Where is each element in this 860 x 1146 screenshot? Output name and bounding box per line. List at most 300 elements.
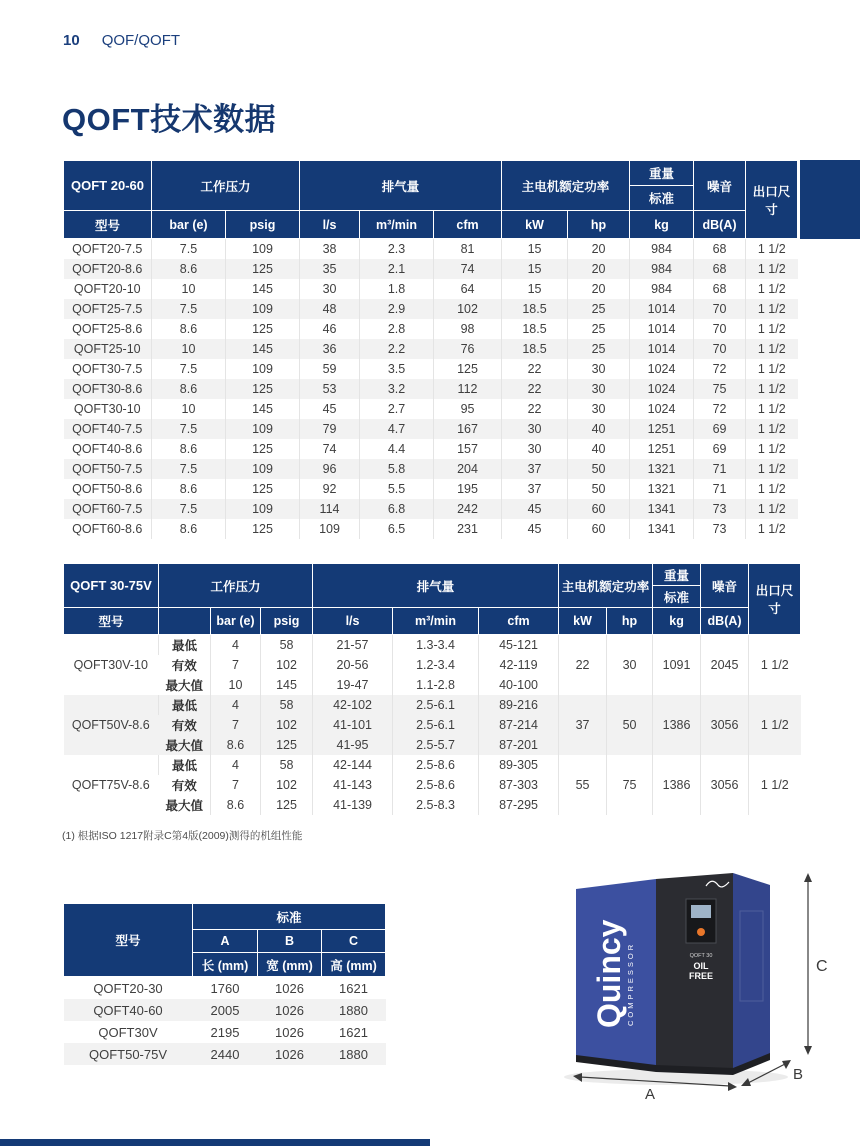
header-model: 型号 xyxy=(64,608,159,635)
page-header xyxy=(63,32,180,49)
value-cell: 15 xyxy=(502,279,568,299)
value-cell: 2.8 xyxy=(360,319,434,339)
unit-m3min: m³/min xyxy=(360,211,434,239)
value-cell: 10 xyxy=(152,279,226,299)
header-dim-a: A xyxy=(193,930,258,953)
value-cell: 70 xyxy=(694,319,746,339)
value-cell: 109 xyxy=(226,419,300,439)
value-cell: 1014 xyxy=(630,339,694,359)
value-cell: 20 xyxy=(568,259,630,279)
value-cell: 10 xyxy=(152,399,226,419)
dim-label-c: C xyxy=(816,958,828,975)
value-cell: 74 xyxy=(434,259,502,279)
value-cell: 2.1 xyxy=(360,259,434,279)
table-row xyxy=(64,419,798,439)
model-cell: QOFT50-7.5 xyxy=(64,459,152,479)
value-cell: 7.5 xyxy=(152,359,226,379)
table1-group-label: QOFT 20-60 xyxy=(64,161,152,211)
value-cell: 25 xyxy=(568,339,630,359)
value-cell: 8.6 xyxy=(152,319,226,339)
value-cell: 145 xyxy=(261,675,313,695)
header-air-delivery: 排气量 xyxy=(300,161,502,211)
model-cell: QOFT20-8.6 xyxy=(64,259,152,279)
value-cell: 41-101 xyxy=(313,715,393,735)
table-qoft-20-60 xyxy=(63,160,798,539)
table-dimensions xyxy=(63,903,386,1065)
value-cell: 7.5 xyxy=(152,239,226,260)
value-cell: 1 1/2 xyxy=(746,339,798,359)
value-cell: 1760 xyxy=(210,980,240,996)
model-cell: QOFT25-7.5 xyxy=(64,299,152,319)
value-cell: 60 xyxy=(568,519,630,539)
value-cell: 1880 xyxy=(322,1043,386,1065)
value-cell: 1251 xyxy=(630,439,694,459)
value-cell: 45 xyxy=(502,519,568,539)
unit-ls: l/s xyxy=(313,608,393,635)
value-cell: 125 xyxy=(261,795,313,815)
header-working-pressure: 工作压力 xyxy=(152,161,300,211)
value-cell: 1621 xyxy=(339,1024,368,1040)
value-cell: 242 xyxy=(434,499,502,519)
value-cell: 102 xyxy=(434,299,502,319)
arrowhead-c-top xyxy=(804,873,812,882)
table-row xyxy=(64,1043,386,1065)
outlet-cell: 1 1/2 xyxy=(749,755,801,815)
value-cell: 1 1/2 xyxy=(746,239,798,260)
model-cell: QOFT30-10 xyxy=(73,402,141,416)
value-cell: 40-100 xyxy=(479,675,559,695)
value-cell: 125 xyxy=(226,379,300,399)
value-cell: 68 xyxy=(694,259,746,279)
value-cell: 22 xyxy=(502,379,568,399)
table-row xyxy=(64,479,798,499)
value-cell: 58 xyxy=(261,755,313,775)
value-cell: 36 xyxy=(300,339,360,359)
page-number: 10 xyxy=(63,32,80,49)
value-cell: 5.5 xyxy=(360,479,434,499)
value-cell: 89-216 xyxy=(479,695,559,715)
header-outlet-size: 出口尺寸 xyxy=(746,161,798,239)
value-cell: 3.5 xyxy=(360,359,434,379)
footnote: (1) 根据ISO 1217附录C第4版(2009)测得的机组性能 xyxy=(62,830,303,842)
value-cell: 70 xyxy=(694,299,746,319)
value-cell: 69 xyxy=(694,419,746,439)
unit-bar: bar (e) xyxy=(152,211,226,239)
header-filler-block xyxy=(800,160,860,239)
value-cell: 38 xyxy=(300,239,360,260)
value-cell: 1 1/2 xyxy=(746,359,798,379)
unit-kg: kg xyxy=(653,608,701,635)
value-cell: 231 xyxy=(434,519,502,539)
value-cell: 96 xyxy=(300,459,360,479)
value-cell: 64 xyxy=(434,279,502,299)
value-cell: 1026 xyxy=(275,980,304,996)
unit-kw: kW xyxy=(502,211,568,239)
value-cell: 75 xyxy=(694,379,746,399)
value-cell: 73 xyxy=(694,519,746,539)
value-cell: 7.5 xyxy=(152,459,226,479)
unit-hp: hp xyxy=(568,211,630,239)
value-cell: 15 xyxy=(502,239,568,260)
value-cell: 42-119 xyxy=(479,655,559,675)
value-cell: 1 1/2 xyxy=(746,519,798,539)
table-qoft-30-75v-wrap xyxy=(63,563,801,815)
value-cell: 8.6 xyxy=(211,735,261,755)
value-cell: 2.7 xyxy=(360,399,434,419)
hp-cell: 50 xyxy=(607,695,653,755)
table-row xyxy=(64,459,798,479)
value-cell: 2440 xyxy=(193,1043,258,1065)
value-cell: 76 xyxy=(434,339,502,359)
control-screen xyxy=(691,905,711,918)
page-title: QOFT技术数据 xyxy=(62,102,277,137)
value-cell: 1014 xyxy=(630,299,694,319)
value-cell: 22 xyxy=(502,399,568,419)
value-cell: 1.1-2.8 xyxy=(393,675,479,695)
outlet-cell: 1 1/2 xyxy=(749,635,801,696)
model-cell: QOFT30-7.5 xyxy=(72,362,143,376)
value-cell: 3.2 xyxy=(360,379,434,399)
value-cell: 70 xyxy=(694,339,746,359)
value-cell: 109 xyxy=(300,519,360,539)
value-cell: 30 xyxy=(502,419,568,439)
value-cell: 204 xyxy=(434,459,502,479)
value-cell: 2.5-6.1 xyxy=(393,695,479,715)
value-cell: 1024 xyxy=(630,359,694,379)
value-cell: 2.3 xyxy=(360,239,434,260)
header-model: 型号 xyxy=(64,211,152,239)
value-cell: 125 xyxy=(226,259,300,279)
value-cell: 7 xyxy=(211,775,261,795)
brand-name: Quincy xyxy=(591,919,627,1028)
value-cell: 8.6 xyxy=(152,379,226,399)
table-row xyxy=(64,755,801,775)
value-cell: 125 xyxy=(226,439,300,459)
value-cell: 1.3-3.4 xyxy=(393,635,479,656)
value-cell: 20-56 xyxy=(313,655,393,675)
value-cell: 41-143 xyxy=(313,775,393,795)
model-cell: QOFT60-8.6 xyxy=(72,522,143,536)
table-row xyxy=(64,695,801,715)
model-cell: QOFT30V-10 xyxy=(73,658,148,672)
value-cell: 1026 xyxy=(275,1024,304,1040)
value-cell: 87-295 xyxy=(479,795,559,815)
value-cell: 20 xyxy=(568,279,630,299)
value-cell: 145 xyxy=(226,339,300,359)
value-cell: 1 1/2 xyxy=(746,379,798,399)
table-row xyxy=(64,359,798,379)
value-cell: 4 xyxy=(211,695,261,715)
kg-cell: 1091 xyxy=(653,635,701,696)
header-weight-standard: 标准 xyxy=(653,586,701,608)
header-height-mm: 高 (mm) xyxy=(322,953,386,977)
db-cell: 3056 xyxy=(701,755,749,815)
page-header-label: QOF/QOFT xyxy=(101,32,181,49)
table-row xyxy=(64,319,798,339)
table-row xyxy=(64,379,798,399)
value-cell: 71 xyxy=(694,459,746,479)
value-cell: 1 1/2 xyxy=(746,399,798,419)
db-cell: 3056 xyxy=(701,695,749,755)
table-row xyxy=(64,977,386,1000)
oil-free-line1: OIL xyxy=(693,961,709,971)
header-motor-rated-power: 主电机额定功率 xyxy=(559,564,653,608)
header-working-pressure: 工作压力 xyxy=(159,564,313,608)
value-cell: 1880 xyxy=(322,999,386,1021)
value-cell: 42-102 xyxy=(313,695,393,715)
header-noise: 噪音 xyxy=(701,564,749,608)
value-cell: 92 xyxy=(300,479,360,499)
value-cell: 81 xyxy=(434,239,502,260)
value-cell: 68 xyxy=(694,239,746,260)
value-cell: 984 xyxy=(630,259,694,279)
model-cell: QOFT60-7.5 xyxy=(64,499,152,519)
value-cell: 41-95 xyxy=(313,735,393,755)
value-cell: 72 xyxy=(694,359,746,379)
header-outlet-size: 出口尺寸 xyxy=(749,564,801,635)
table-row xyxy=(64,339,798,359)
value-cell: 125 xyxy=(226,519,300,539)
value-cell: 4.7 xyxy=(360,419,434,439)
value-cell: 25 xyxy=(568,299,630,319)
footer-accent-bar xyxy=(0,1139,430,1146)
table2-group-label: QOFT 30-75V xyxy=(64,564,159,608)
value-cell: 8.6 xyxy=(152,439,226,459)
value-cell: 1 1/2 xyxy=(746,459,798,479)
model-cell: QOFT50-8.6 xyxy=(72,482,143,496)
unit-m3min: m³/min xyxy=(393,608,479,635)
value-cell: 35 xyxy=(300,259,360,279)
value-cell: 1321 xyxy=(630,479,694,499)
value-cell: 109 xyxy=(226,459,300,479)
value-cell: 8.6 xyxy=(152,259,226,279)
model-cell: QOFT50-75V xyxy=(64,1043,193,1065)
table-row xyxy=(64,519,798,539)
value-cell: 10 xyxy=(211,675,261,695)
value-cell: 18.5 xyxy=(502,299,568,319)
unit-dba: dB(A) xyxy=(694,211,746,239)
value-cell: 89-305 xyxy=(479,755,559,775)
table-row xyxy=(64,999,386,1021)
value-cell: 2195 xyxy=(210,1024,240,1040)
value-cell: 6.5 xyxy=(360,519,434,539)
value-cell: 18.5 xyxy=(502,319,568,339)
table-row xyxy=(64,259,798,279)
state-cell: 最大值 xyxy=(165,799,203,813)
kw-cell: 22 xyxy=(559,635,607,696)
unit-psig: psig xyxy=(261,608,313,635)
header-weight: 重量 xyxy=(630,161,694,186)
value-cell: 1 1/2 xyxy=(746,259,798,279)
value-cell: 4 xyxy=(211,635,261,656)
model-cell: QOFT20-30 xyxy=(93,980,163,996)
value-cell: 46 xyxy=(300,319,360,339)
value-cell: 157 xyxy=(434,439,502,459)
value-cell: 2005 xyxy=(193,999,258,1021)
header-dim-b: B xyxy=(258,930,322,953)
value-cell: 48 xyxy=(300,299,360,319)
value-cell: 30 xyxy=(568,399,630,419)
value-cell: 7.5 xyxy=(152,419,226,439)
compressor-illustration xyxy=(558,853,858,1100)
state-cell: 最低 xyxy=(159,755,211,775)
value-cell: 8.6 xyxy=(152,519,226,539)
state-cell: 有效 xyxy=(171,659,197,673)
model-cell: QOFT40-8.6 xyxy=(72,442,143,456)
value-cell: 1026 xyxy=(258,1043,322,1065)
value-cell: 30 xyxy=(300,279,360,299)
value-cell: 7.5 xyxy=(152,299,226,319)
header-state-blank xyxy=(159,608,211,635)
panel-model-label: QOFT 30 xyxy=(689,953,713,959)
model-cell: QOFT25-8.6 xyxy=(72,322,143,336)
header-noise: 噪音 xyxy=(694,161,746,211)
model-cell: QOFT75V-8.6 xyxy=(71,778,150,792)
value-cell: 4 xyxy=(211,755,261,775)
value-cell: 37 xyxy=(502,459,568,479)
value-cell: 6.8 xyxy=(360,499,434,519)
model-cell: QOFT20-7.5 xyxy=(72,242,143,256)
header-dim-c: C xyxy=(322,930,386,953)
value-cell: 4.4 xyxy=(360,439,434,459)
value-cell: 58 xyxy=(261,635,313,656)
brand-sub: COMPRESSOR xyxy=(626,941,635,1026)
value-cell: 87-214 xyxy=(479,715,559,735)
cabinet-right-face xyxy=(733,873,770,1068)
power-button xyxy=(697,928,705,936)
table-qoft-20-60-wrap xyxy=(63,160,857,539)
value-cell: 2.9 xyxy=(360,299,434,319)
value-cell: 984 xyxy=(630,279,694,299)
value-cell: 69 xyxy=(694,439,746,459)
hp-cell: 75 xyxy=(607,755,653,815)
value-cell: 58 xyxy=(261,695,313,715)
value-cell: 1 1/2 xyxy=(746,419,798,439)
hp-cell: 30 xyxy=(607,635,653,696)
header-length-mm: 长 (mm) xyxy=(193,953,258,977)
value-cell: 125 xyxy=(261,735,313,755)
table-dimensions-wrap xyxy=(63,903,386,1065)
value-cell: 2.5-8.3 xyxy=(393,795,479,815)
value-cell: 71 xyxy=(694,479,746,499)
value-cell: 21-57 xyxy=(313,635,393,656)
value-cell: 125 xyxy=(226,479,300,499)
value-cell: 1321 xyxy=(630,459,694,479)
value-cell: 72 xyxy=(694,399,746,419)
db-cell: 2045 xyxy=(701,635,749,696)
value-cell: 41-139 xyxy=(313,795,393,815)
header-standard: 标准 xyxy=(193,904,386,930)
outlet-cell: 1 1/2 xyxy=(749,695,801,755)
value-cell: 42-144 xyxy=(313,755,393,775)
value-cell: 25 xyxy=(568,319,630,339)
unit-kg: kg xyxy=(630,211,694,239)
value-cell: 112 xyxy=(434,379,502,399)
state-cell: 有效 xyxy=(171,779,197,793)
model-cell: QOFT40-7.5 xyxy=(64,419,152,439)
unit-hp: hp xyxy=(607,608,653,635)
value-cell: 2.5-8.6 xyxy=(393,775,479,795)
value-cell: 40 xyxy=(568,439,630,459)
value-cell: 50 xyxy=(568,459,630,479)
value-cell: 5.8 xyxy=(360,459,434,479)
table-row xyxy=(64,1021,386,1043)
header-weight-standard: 标准 xyxy=(630,186,694,211)
value-cell: 19-47 xyxy=(313,675,393,695)
model-cell: QOFT20-10 xyxy=(73,282,141,296)
value-cell: 1 1/2 xyxy=(746,439,798,459)
value-cell: 145 xyxy=(226,399,300,419)
value-cell: 167 xyxy=(434,419,502,439)
value-cell: 87-303 xyxy=(479,775,559,795)
header-model: 型号 xyxy=(64,904,193,977)
value-cell: 30 xyxy=(568,379,630,399)
unit-dba: dB(A) xyxy=(701,608,749,635)
value-cell: 102 xyxy=(261,715,313,735)
value-cell: 102 xyxy=(261,775,313,795)
value-cell: 87-201 xyxy=(479,735,559,755)
state-cell: 有效 xyxy=(159,715,211,735)
value-cell: 1 1/2 xyxy=(746,319,798,339)
value-cell: 18.5 xyxy=(502,339,568,359)
table-row xyxy=(64,635,801,656)
kg-cell: 1386 xyxy=(653,755,701,815)
value-cell: 15 xyxy=(502,259,568,279)
kg-cell: 1386 xyxy=(653,695,701,755)
value-cell: 30 xyxy=(568,359,630,379)
model-cell: QOFT30V xyxy=(98,1024,158,1040)
value-cell: 7 xyxy=(211,655,261,675)
unit-kw: kW xyxy=(559,608,607,635)
value-cell: 40 xyxy=(568,419,630,439)
value-cell: 1024 xyxy=(630,399,694,419)
value-cell: 7.5 xyxy=(152,499,226,519)
value-cell: 102 xyxy=(261,655,313,675)
header-motor-rated-power: 主电机额定功率 xyxy=(502,161,630,211)
value-cell: 109 xyxy=(226,299,300,319)
arrowhead-c-bottom xyxy=(804,1046,812,1055)
table-qoft-30-75v xyxy=(63,563,801,815)
unit-cfm: cfm xyxy=(434,211,502,239)
value-cell: 125 xyxy=(226,319,300,339)
header-air-delivery: 排气量 xyxy=(313,564,559,608)
value-cell: 74 xyxy=(300,439,360,459)
value-cell: 195 xyxy=(434,479,502,499)
value-cell: 1014 xyxy=(630,319,694,339)
dim-label-a: A xyxy=(644,1086,656,1100)
value-cell: 2.2 xyxy=(360,339,434,359)
value-cell: 45 xyxy=(502,499,568,519)
value-cell: 8.6 xyxy=(211,795,261,815)
model-cell: QOFT25-10 xyxy=(64,339,152,359)
value-cell: 1.8 xyxy=(360,279,434,299)
value-cell: 95 xyxy=(434,399,502,419)
table-row xyxy=(64,499,798,519)
model-cell: QOFT30-8.6 xyxy=(64,379,152,399)
dim-label-b: B xyxy=(793,1066,804,1083)
value-cell: 1 1/2 xyxy=(746,479,798,499)
value-cell: 109 xyxy=(226,359,300,379)
value-cell: 2.5-8.6 xyxy=(393,755,479,775)
table-row xyxy=(64,399,798,419)
value-cell: 22 xyxy=(502,359,568,379)
value-cell: 2.5-5.7 xyxy=(393,735,479,755)
value-cell: 1024 xyxy=(630,379,694,399)
state-cell: 最低 xyxy=(159,695,211,715)
unit-cfm: cfm xyxy=(479,608,559,635)
table-row xyxy=(64,299,798,319)
value-cell: 37 xyxy=(502,479,568,499)
